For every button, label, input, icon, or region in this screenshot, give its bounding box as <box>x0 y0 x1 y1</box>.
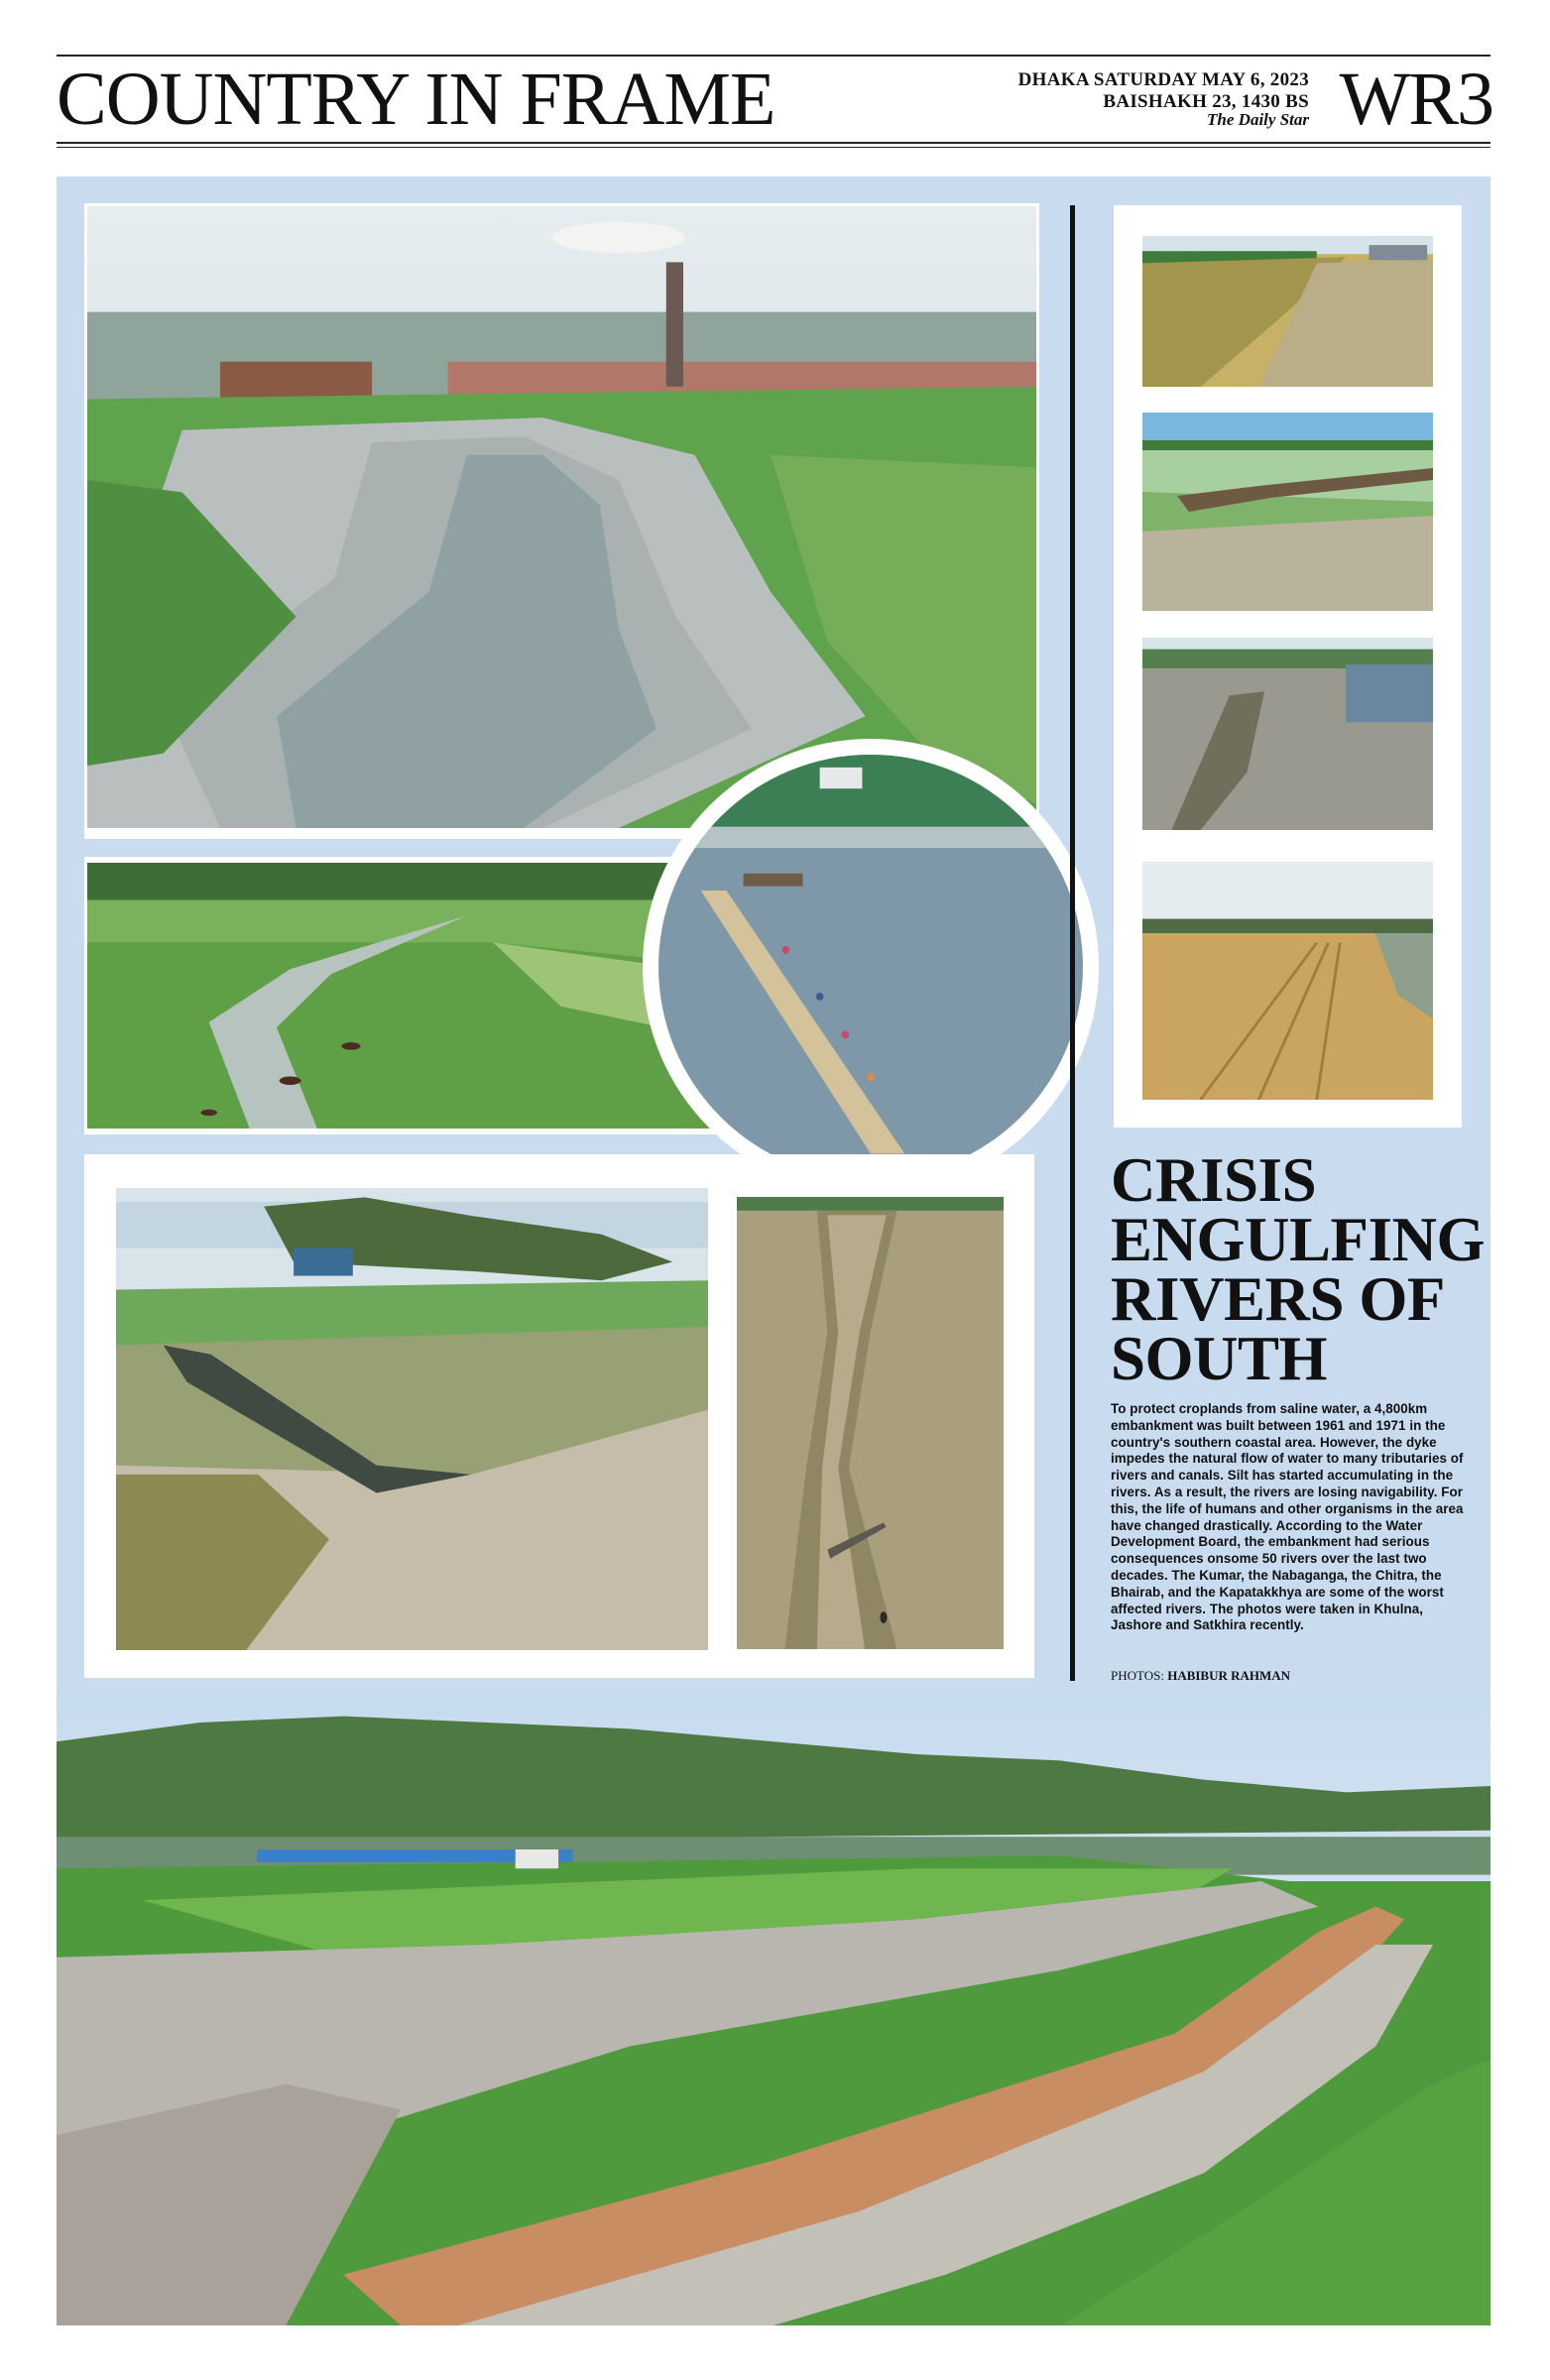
photo-silted-river-bank <box>1142 236 1433 387</box>
photo-credit-name: HABIBUR RAHMAN <box>1167 1668 1291 1683</box>
dateline-date: DHAKA SATURDAY MAY 6, 2023 <box>1017 69 1309 90</box>
section-title: COUNTRY IN FRAME <box>57 58 775 141</box>
header-bottom-rule-thin <box>57 147 1490 148</box>
photo-credit-label: PHOTOS: <box>1111 1668 1164 1683</box>
photo-panorama-canal <box>57 1691 1490 2325</box>
article-body: To protect croplands from saline water, a 4,800km embankment was built between 1961 and 1971 in the country's southern coastal area. However, the dyke impedes the natural flow of water to many tributaries of rivers and canals. Silt has started accumulating in the rivers. As a result, the rivers are losing navigability. For this, the life of humans and other organisms in the area have changed drastically. According to the Water Development Board, the embankment had serious consequences onsome 50 rivers over the last two decades. The Kumar, the Nabaganga, the Chitra, the Bhairab, and the Kapatakkhya are some of the worst affected rivers. The photos were taken in Khulna, Jashore and Satkhira recently. <box>1111 1401 1464 1633</box>
photo-bamboo-bridge-circle <box>658 755 1083 1179</box>
page-number: WR3 <box>1339 58 1492 141</box>
header-top-rule <box>57 55 1490 57</box>
dateline <box>992 69 1309 113</box>
column-divider <box>1070 205 1075 1681</box>
header-bottom-rule <box>57 142 1490 144</box>
photo-credit <box>1111 1668 1468 1684</box>
photo-dry-cropland <box>1142 862 1433 1100</box>
photo-river-brick-kiln <box>87 206 1036 828</box>
photo-rock-embankment <box>116 1188 708 1650</box>
masthead-logo: The Daily Star <box>1207 110 1309 129</box>
photo-aerial-boat-mudflat <box>737 1197 1004 1649</box>
photo-wooden-bridge <box>1142 413 1433 611</box>
photo-dry-riverbed-village <box>1142 638 1433 830</box>
article-headline: CRISIS ENGULFING RIVERS OF SOUTH <box>1111 1145 1486 1393</box>
dateline-bangla-date: BAISHAKH 23, 1430 BS <box>1103 91 1309 112</box>
